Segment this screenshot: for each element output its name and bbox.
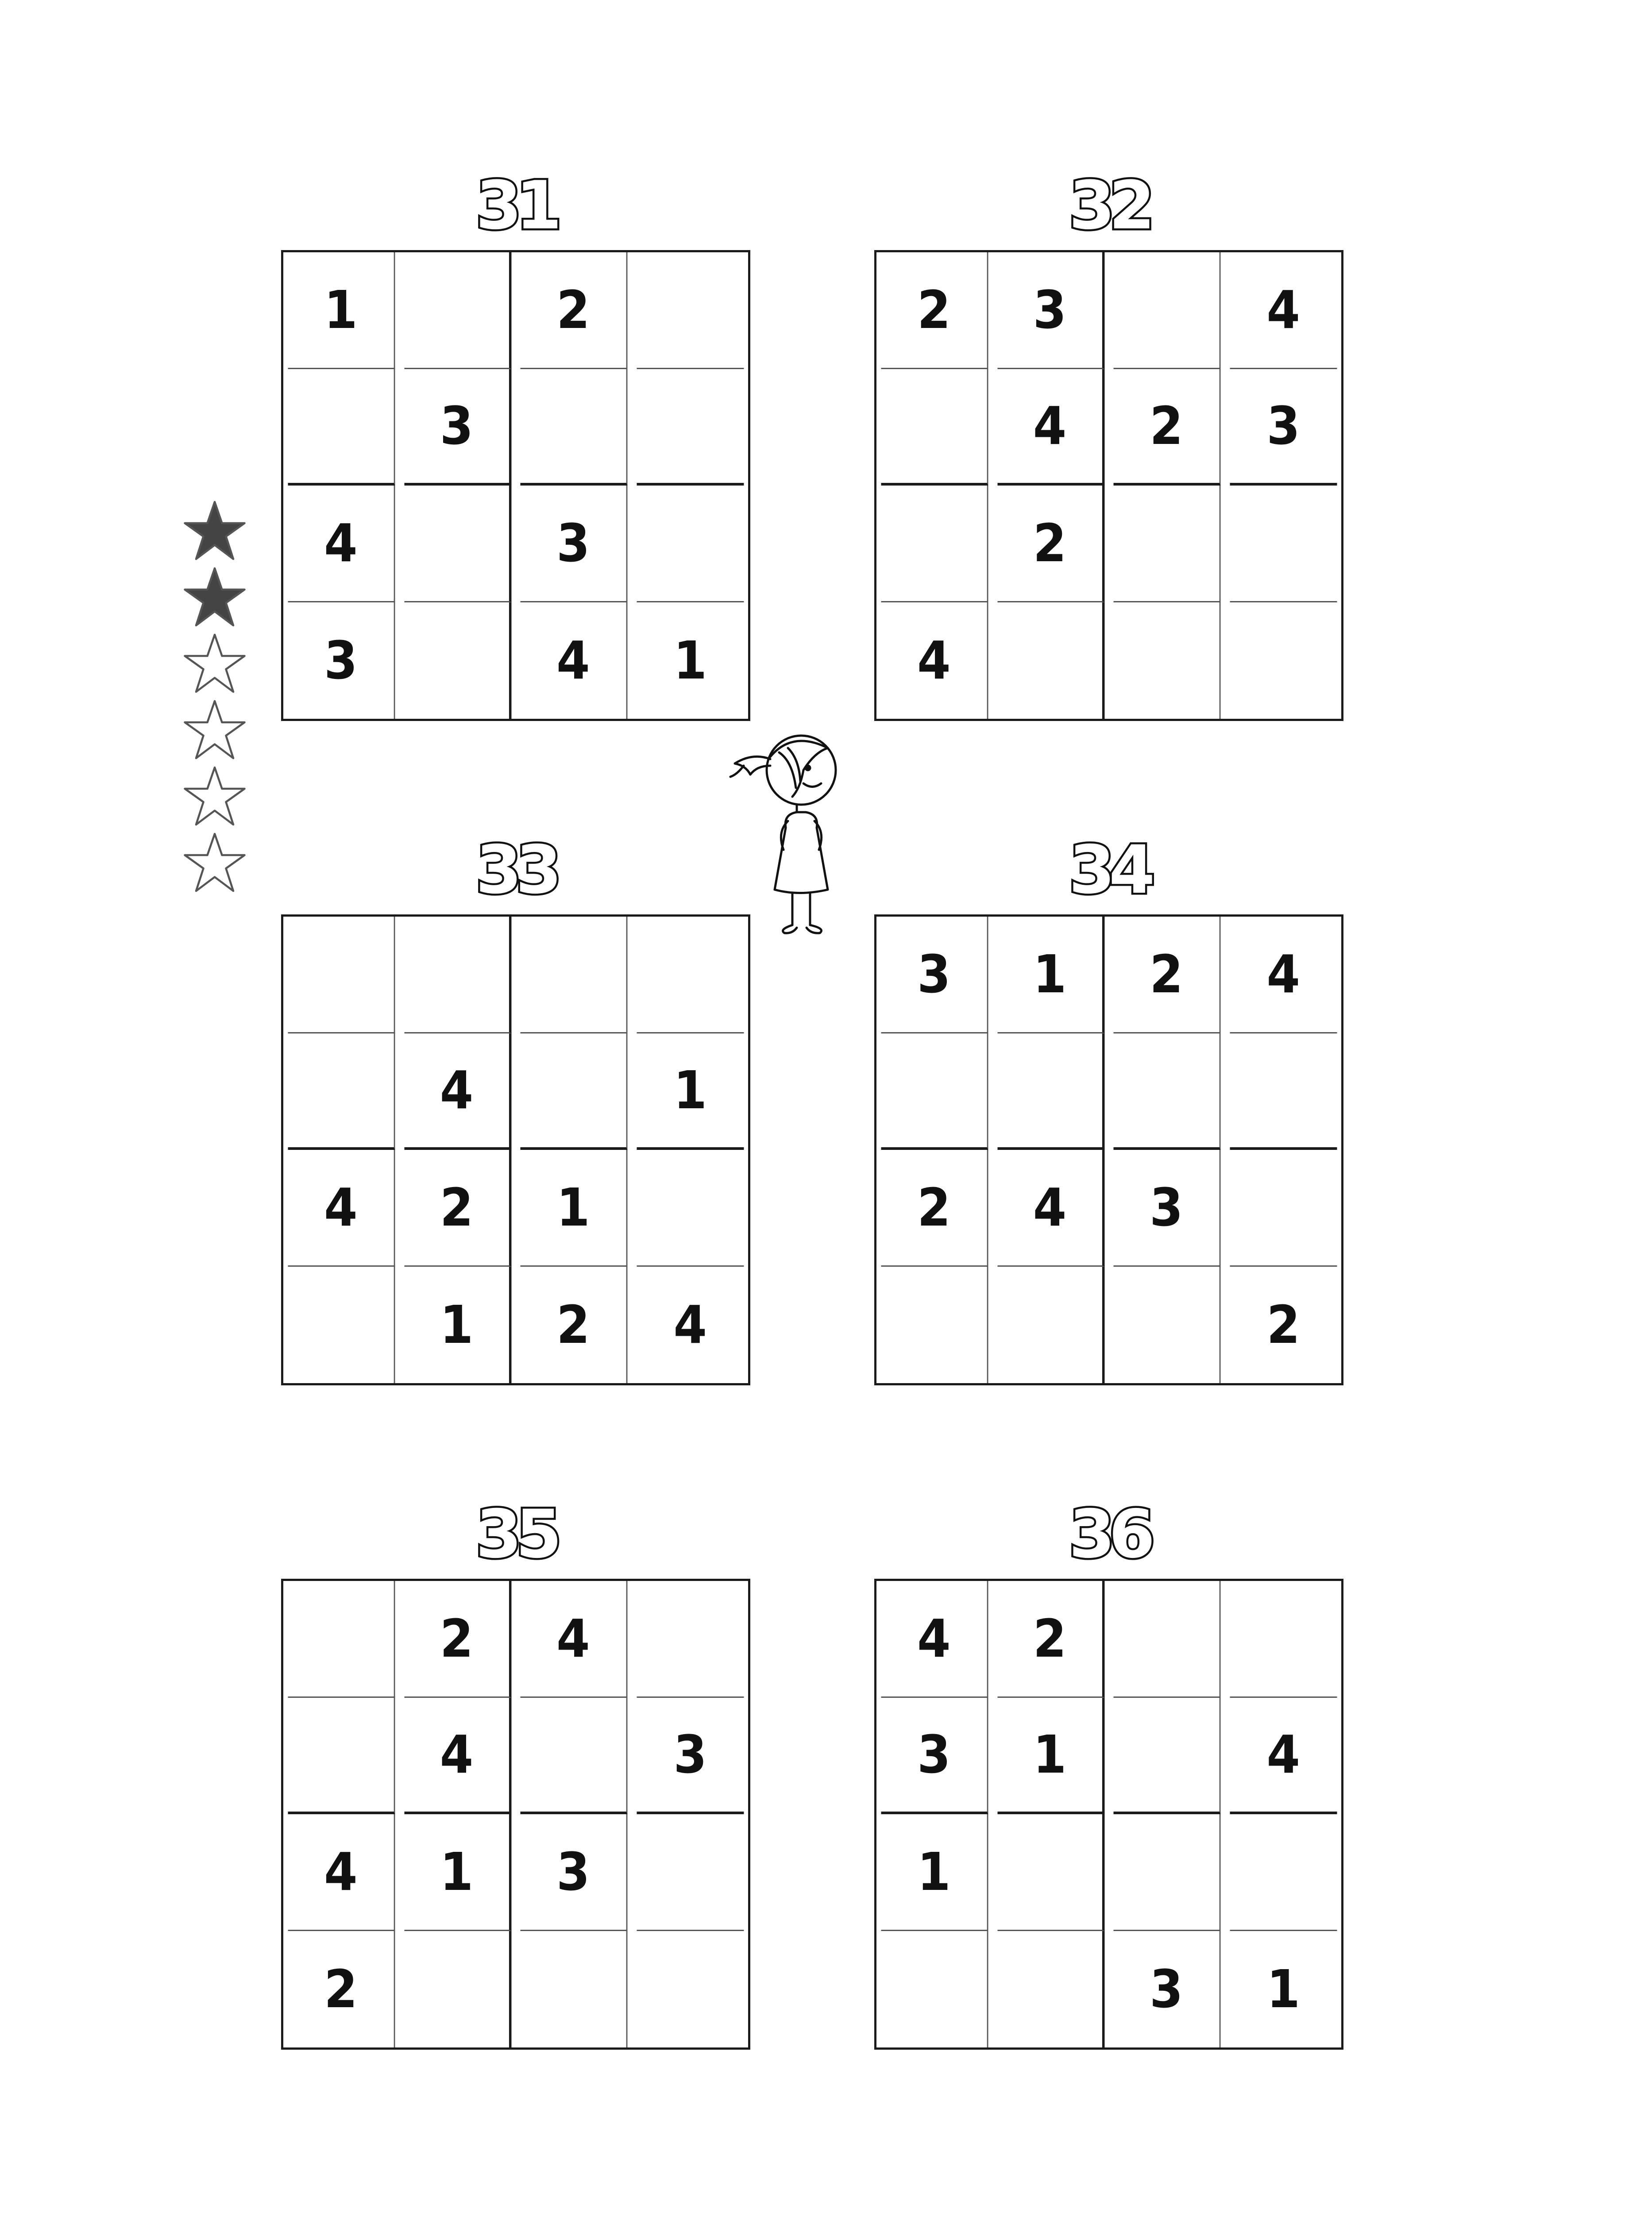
grid-cell[interactable] [997, 1931, 1104, 2048]
grid-cell[interactable]: 4 [997, 369, 1104, 486]
grid-cell[interactable]: 4 [404, 1033, 511, 1150]
grid-cell[interactable] [881, 1931, 988, 2048]
grid-cell[interactable]: 1 [404, 1814, 511, 1931]
grid-cell[interactable]: 2 [1114, 917, 1221, 1033]
grid-cell[interactable] [288, 1581, 395, 1698]
grid-cell[interactable]: 4 [521, 1581, 628, 1698]
grid-cell[interactable] [1230, 1814, 1337, 1931]
grid-cell[interactable]: 3 [637, 1698, 744, 1815]
grid-cell[interactable]: 1 [404, 1267, 511, 1384]
sudoku-grid [874, 914, 1343, 1385]
grid-cell[interactable] [288, 917, 395, 1033]
grid-cell[interactable]: 3 [881, 1698, 988, 1815]
grid-cell[interactable]: 4 [1230, 1698, 1337, 1815]
grid-cell[interactable] [997, 1033, 1104, 1150]
grid-cell[interactable]: 4 [521, 602, 628, 719]
grid-cell[interactable]: 1 [997, 1698, 1104, 1815]
grid-cell[interactable] [1230, 486, 1337, 602]
grid-cell[interactable] [637, 369, 744, 486]
grid-cell[interactable]: 4 [673, 1294, 707, 1356]
grid-cell[interactable] [997, 602, 1104, 719]
grid-cell[interactable] [521, 1698, 628, 1815]
grid-cell[interactable] [637, 1150, 744, 1267]
grid-cell[interactable] [521, 1931, 628, 2048]
grid-cell[interactable] [1114, 602, 1221, 719]
grid-cell[interactable] [288, 369, 395, 486]
grid-cell[interactable] [1114, 1698, 1221, 1815]
star-icon [181, 830, 248, 896]
grid-cell[interactable] [404, 252, 511, 369]
puzzle-number: 34 [1069, 832, 1149, 909]
puzzle-33 [281, 832, 750, 1385]
grid-cell[interactable] [1114, 252, 1221, 369]
grid-cell[interactable] [404, 917, 511, 1033]
grid-cell[interactable] [997, 1814, 1104, 1931]
difficulty-rating [181, 498, 252, 896]
grid-cell[interactable] [1114, 486, 1221, 602]
grid-cell[interactable] [997, 1267, 1104, 1384]
grid-cell[interactable] [521, 369, 628, 486]
puzzle-32 [874, 167, 1343, 721]
grid-cell[interactable] [1230, 1150, 1337, 1267]
grid-cell[interactable]: 1 [1266, 1959, 1300, 2020]
sudoku-grid [281, 250, 750, 721]
grid-cell[interactable]: 4 [881, 602, 988, 719]
grid-cell[interactable]: 4 [881, 1581, 988, 1698]
grid-cell[interactable] [521, 1033, 628, 1150]
grid-cell[interactable] [637, 917, 744, 1033]
grid-cell[interactable] [637, 1931, 744, 2048]
grid-cell[interactable] [1114, 1814, 1221, 1931]
grid-cell[interactable]: 2 [881, 252, 988, 369]
star-icon [181, 564, 248, 631]
grid-cell[interactable] [521, 917, 628, 1033]
grid-cell[interactable]: 1 [288, 252, 395, 369]
grid-cell[interactable]: 4 [288, 1150, 395, 1267]
grid-cell[interactable]: 4 [404, 1698, 511, 1815]
star-icon [181, 697, 248, 763]
grid-cell[interactable]: 2 [881, 1150, 988, 1267]
grid-cell[interactable] [1230, 1033, 1337, 1150]
grid-cell[interactable]: 2 [404, 1150, 511, 1267]
grid-cell[interactable] [637, 252, 744, 369]
grid-cell[interactable]: 1 [997, 917, 1104, 1033]
grid-cell[interactable]: 3 [1230, 369, 1337, 486]
grid-cell[interactable]: 2 [521, 252, 628, 369]
grid-cell[interactable] [637, 1581, 744, 1698]
grid-cell[interactable] [881, 486, 988, 602]
sudoku-grid [281, 1579, 750, 2050]
grid-cell[interactable]: 1 [673, 630, 707, 691]
grid-cell[interactable]: 1 [637, 1033, 744, 1150]
grid-cell[interactable]: 4 [288, 486, 395, 602]
puzzle-35 [281, 1496, 750, 2050]
sudoku-grid [281, 914, 750, 1385]
star-icon [181, 631, 248, 697]
grid-cell[interactable] [1114, 1033, 1221, 1150]
grid-cell[interactable]: 2 [997, 486, 1104, 602]
grid-cell[interactable] [404, 602, 511, 719]
grid-cell[interactable] [404, 1931, 511, 2048]
sudoku-grid [874, 250, 1343, 721]
puzzle-number: 35 [475, 1496, 556, 1573]
puzzle-number: 36 [1069, 1496, 1149, 1573]
grid-cell[interactable]: 4 [1230, 252, 1337, 369]
grid-cell[interactable]: 4 [1230, 917, 1337, 1033]
grid-cell[interactable]: 1 [881, 1814, 988, 1931]
puzzle-number: 31 [475, 167, 556, 244]
grid-cell[interactable] [881, 1267, 988, 1384]
puzzle-number: 33 [475, 832, 556, 909]
puzzle-31 [281, 167, 750, 721]
grid-cell[interactable] [637, 1814, 744, 1931]
grid-cell[interactable] [881, 1033, 988, 1150]
grid-cell[interactable]: 4 [288, 1814, 395, 1931]
sudoku-grid [874, 1579, 1343, 2050]
grid-cell[interactable] [288, 1267, 395, 1384]
star-icon [181, 498, 248, 564]
puzzle-number: 32 [1069, 167, 1149, 244]
grid-cell[interactable] [1230, 602, 1337, 719]
grid-cell[interactable]: 2 [521, 1267, 628, 1384]
grid-cell[interactable]: 3 [997, 252, 1104, 369]
grid-cell[interactable]: 3 [881, 917, 988, 1033]
grid-cell[interactable] [288, 1698, 395, 1815]
grid-cell[interactable]: 3 [521, 1814, 628, 1931]
star-icon [181, 763, 248, 830]
grid-cell[interactable]: 3 [521, 486, 628, 602]
grid-cell[interactable]: 4 [997, 1150, 1104, 1267]
grid-cell[interactable]: 3 [404, 369, 511, 486]
grid-cell[interactable]: 2 [1266, 1294, 1300, 1356]
grid-cell[interactable] [637, 486, 744, 602]
grid-cell[interactable]: 2 [1114, 369, 1221, 486]
grid-cell[interactable]: 3 [1114, 1931, 1221, 2048]
grid-cell[interactable] [404, 486, 511, 602]
grid-cell[interactable] [881, 369, 988, 486]
grid-cell[interactable]: 2 [288, 1931, 395, 2048]
grid-cell[interactable] [1230, 1581, 1337, 1698]
grid-cell[interactable] [1114, 1267, 1221, 1384]
grid-cell[interactable] [1114, 1581, 1221, 1698]
grid-cell[interactable]: 3 [288, 602, 395, 719]
grid-cell[interactable]: 3 [1114, 1150, 1221, 1267]
puzzle-36 [874, 1496, 1343, 2050]
puzzle-34 [874, 832, 1343, 1385]
grid-cell[interactable]: 2 [997, 1581, 1104, 1698]
grid-cell[interactable]: 1 [521, 1150, 628, 1267]
grid-cell[interactable]: 2 [404, 1581, 511, 1698]
grid-cell[interactable] [288, 1033, 395, 1150]
